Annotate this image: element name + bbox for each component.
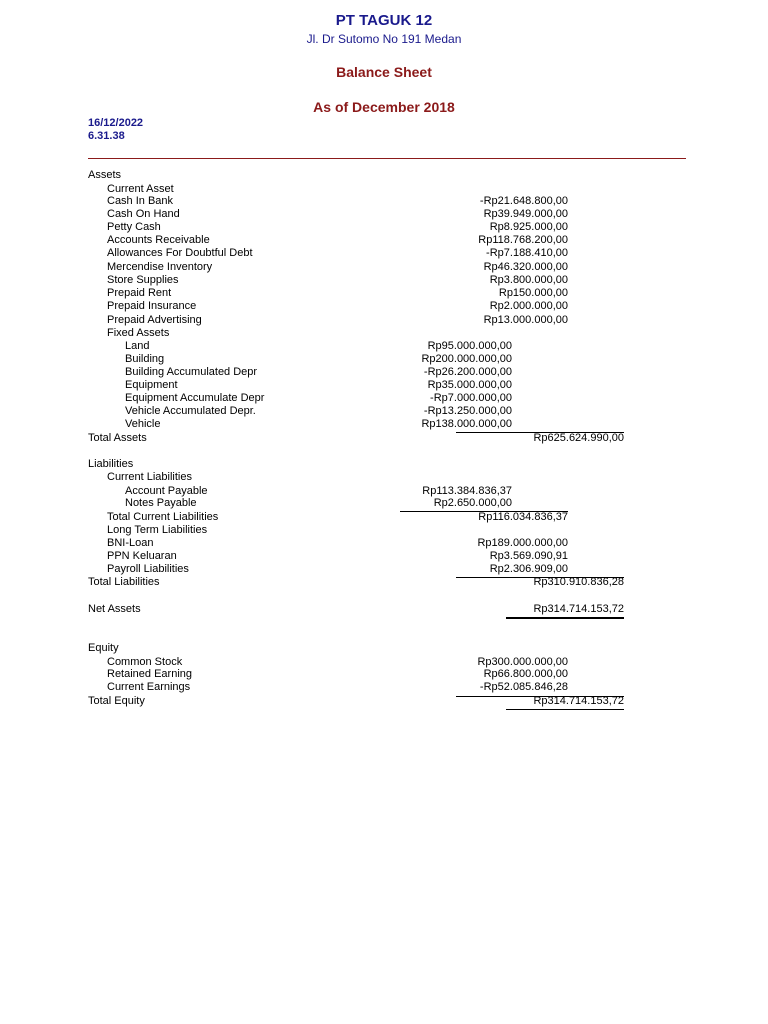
account-value: Rp35.000.000,00	[427, 379, 512, 391]
net-assets-double-rule	[506, 617, 624, 619]
print-date: 16/12/2022	[88, 117, 144, 129]
fixed-assets-heading: Fixed Assets	[107, 327, 170, 339]
account-label: Vehicle	[125, 418, 161, 430]
account-value: -Rp7.000.000,00	[430, 392, 512, 404]
account-row	[0, 353, 768, 366]
total-equity-value: Rp314.714.153,72	[533, 695, 624, 707]
account-row	[0, 563, 768, 576]
account-value: Rp39.949.000,00	[483, 208, 568, 220]
account-value: Rp8.925.000,00	[489, 221, 568, 233]
account-label: Prepaid Rent	[107, 287, 172, 299]
total-equity-label: Total Equity	[88, 695, 145, 707]
total-current-liabilities-label: Total Current Liabilities	[107, 511, 219, 523]
account-row	[0, 405, 768, 418]
account-value: -Rp52.085.846,28	[479, 681, 568, 693]
account-label: Petty Cash	[107, 221, 161, 233]
account-row	[0, 418, 768, 431]
account-label: Building	[125, 353, 165, 365]
account-row	[0, 247, 768, 260]
account-row	[0, 300, 768, 313]
liabilities-heading-row	[0, 458, 768, 471]
account-value: -Rp26.200.000,00	[423, 366, 512, 378]
account-row	[0, 340, 768, 353]
account-row	[0, 379, 768, 392]
current-liabilities-heading: Current Liabilities	[107, 471, 192, 483]
account-label: BNI-Loan	[107, 537, 154, 549]
report-title: Balance Sheet	[336, 64, 432, 80]
long-term-liabilities-heading-row	[0, 524, 768, 537]
account-row	[0, 537, 768, 550]
account-label: Building Accumulated Depr	[125, 366, 258, 378]
account-row	[0, 261, 768, 274]
liabilities-heading: Liabilities	[88, 458, 134, 470]
account-label: Equipment	[125, 379, 178, 391]
fixed-assets-heading-row	[0, 327, 768, 340]
account-value: -Rp13.250.000,00	[423, 405, 512, 417]
account-row	[0, 234, 768, 247]
account-label: Store Supplies	[107, 274, 179, 286]
net-assets-label: Net Assets	[88, 603, 141, 615]
account-value: -Rp21.648.800,00	[479, 195, 568, 207]
account-value: Rp2.000.000,00	[489, 300, 568, 312]
account-label: Payroll Liabilities	[107, 563, 189, 575]
account-value: Rp3.800.000,00	[489, 274, 568, 286]
current-asset-heading: Current Asset	[107, 183, 174, 195]
account-row	[0, 497, 768, 510]
account-value: Rp2.306.909,00	[489, 563, 568, 575]
account-value: Rp2.650.000,00	[433, 497, 512, 509]
total-liabilities-value: Rp310.910.836,28	[533, 576, 624, 588]
account-label: Prepaid Insurance	[107, 300, 197, 312]
account-label: Prepaid Advertising	[107, 314, 202, 326]
print-time: 6.31.38	[88, 130, 125, 142]
account-value: Rp66.800.000,00	[483, 668, 568, 680]
account-row	[0, 681, 768, 694]
total-current-liabilities-row	[0, 511, 768, 524]
equity-heading: Equity	[88, 642, 119, 654]
account-label: Cash In Bank	[107, 195, 174, 207]
net-assets-value: Rp314.714.153,72	[533, 603, 624, 615]
company-name: PT TAGUK 12	[335, 12, 433, 29]
total-equity-bottom-rule	[506, 709, 624, 710]
account-value: Rp138.000.000,00	[421, 418, 512, 430]
header-divider	[88, 158, 686, 159]
account-row	[0, 392, 768, 405]
account-label: Vehicle Accumulated Depr.	[125, 405, 256, 417]
long-term-liabilities-heading: Long Term Liabilities	[107, 524, 208, 536]
total-current-liabilities-value: Rp116.034.836,37	[478, 511, 568, 523]
account-row	[0, 221, 768, 234]
account-label: Mercendise Inventory	[107, 261, 213, 273]
account-label: Land	[125, 340, 150, 352]
account-row	[0, 208, 768, 221]
account-row	[0, 274, 768, 287]
account-value: Rp189.000.000,00	[477, 537, 568, 549]
total-liabilities-label: Total Liabilities	[88, 576, 160, 588]
account-row	[0, 550, 768, 563]
assets-heading-row	[0, 169, 768, 182]
account-value: Rp95.000.000,00	[427, 340, 512, 352]
account-value: Rp13.000.000,00	[483, 314, 568, 326]
account-row	[0, 195, 768, 208]
account-value: Rp46.320.000,00	[483, 261, 568, 273]
account-label: Notes Payable	[125, 497, 197, 509]
account-row	[0, 314, 768, 327]
account-row	[0, 668, 768, 681]
account-label: PPN Keluaran	[107, 550, 177, 562]
account-label: Current Earnings	[107, 681, 191, 693]
account-value: Rp113.384.836,37	[422, 485, 512, 497]
assets-heading: Assets	[88, 169, 122, 181]
total-assets-value: Rp625.624.990,00	[533, 432, 624, 444]
account-label: Equipment Accumulate Depr	[125, 392, 265, 404]
total-liabilities-row	[0, 576, 768, 589]
account-row	[0, 366, 768, 379]
account-label: Accounts Receivable	[107, 234, 210, 246]
account-label: Common Stock	[107, 656, 183, 668]
equity-heading-row	[0, 642, 768, 655]
account-value: Rp300.000.000,00	[477, 656, 568, 668]
account-value: Rp3.569.090,91	[489, 550, 568, 562]
total-assets-label: Total Assets	[88, 432, 147, 444]
account-value: Rp200.000.000,00	[421, 353, 512, 365]
account-label: Retained Earning	[107, 668, 193, 680]
total-equity-row	[0, 695, 768, 708]
report-period: As of December 2018	[313, 99, 455, 115]
account-label: Allowances For Doubtful Debt	[107, 247, 253, 259]
account-value: -Rp7.188.410,00	[486, 247, 568, 259]
account-label: Account Payable	[125, 485, 208, 497]
account-label: Cash On Hand	[107, 208, 180, 220]
current-liabilities-heading-row	[0, 471, 768, 484]
account-row	[0, 287, 768, 300]
net-assets-row	[0, 603, 768, 616]
account-value: Rp118.768.200,00	[478, 234, 568, 246]
company-address: Jl. Dr Sutomo No 191 Medan	[306, 32, 462, 46]
account-value: Rp150.000,00	[498, 287, 568, 299]
total-assets-row	[0, 432, 768, 445]
